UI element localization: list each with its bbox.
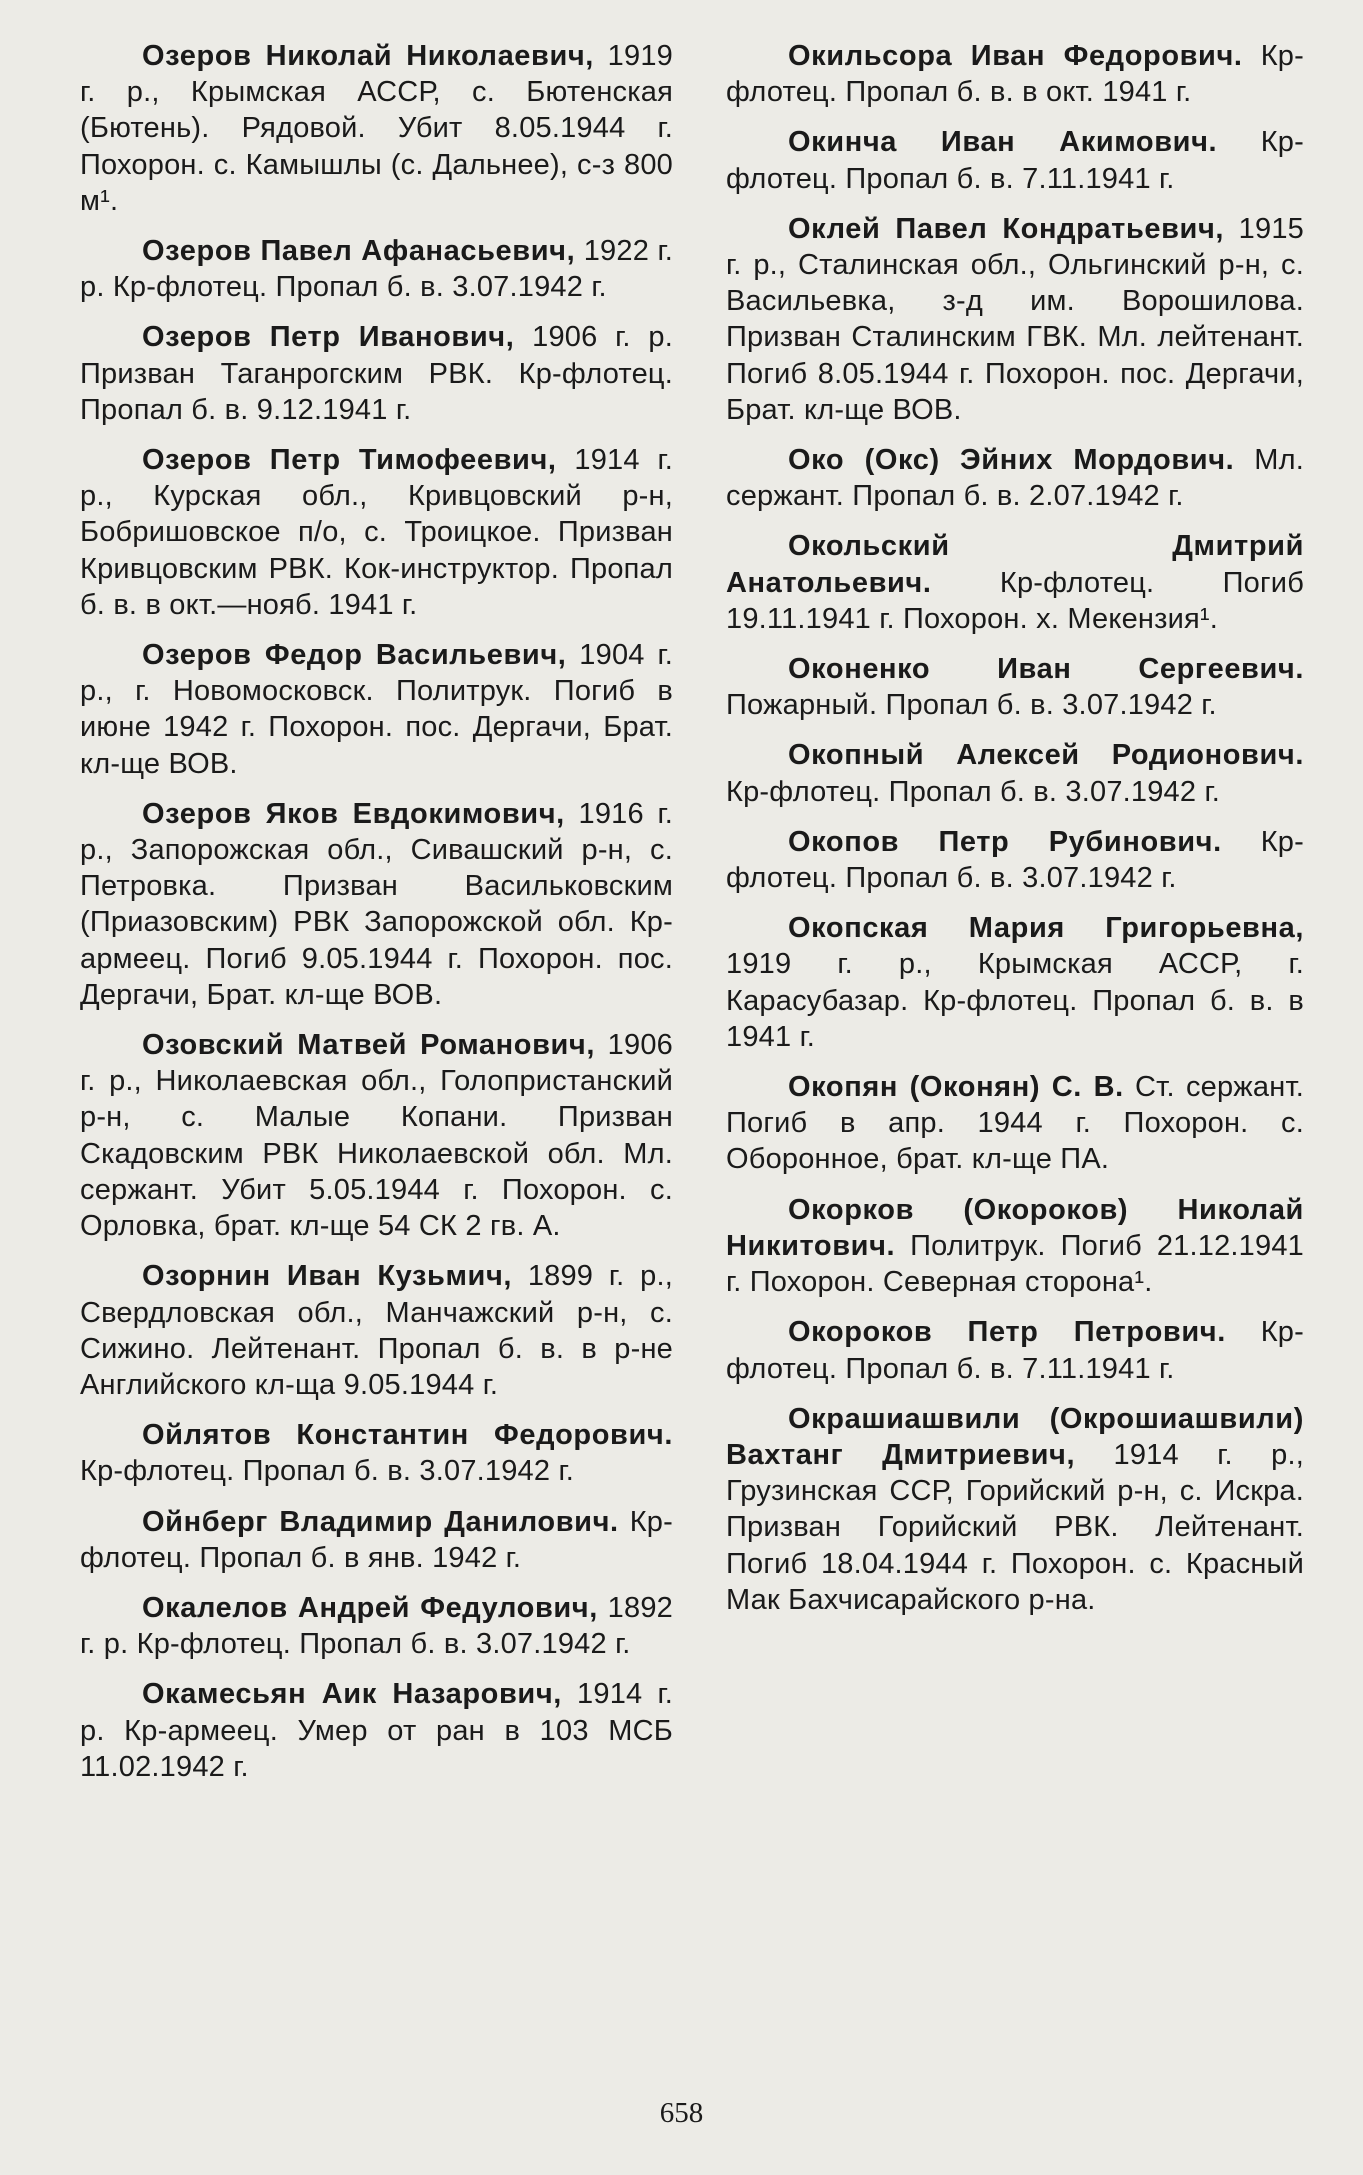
entry-text: 1919 г. р., Крымская АССР, г. Карасубазар. Кр-флотец. Пропал б. в. в 1941 г. [726, 948, 1304, 1053]
entry [726, 1314, 1304, 1386]
entry [726, 737, 1304, 809]
entry [726, 211, 1304, 428]
entry-name: Окамесьян Аик Назарович, [142, 1678, 562, 1711]
entry-text: Мл. сержант. Пропал б. в. 2.07.1942 г. [726, 444, 1304, 513]
entry-text: 1906 г. р., Николаевская обл., Голопристанский р-н, с. Малые Копани. Призван Скадовским РВК Николаевской обл. Мл. сержант. Убит 5.05.1944 г. Похорон. с. Орловка, брат. кл-ще 54 СК 2 гв. А. [80, 1029, 673, 1243]
entry-text: Политрук. Погиб 21.12.1941 г. Похорон. Северная сторона¹. [726, 1229, 1304, 1299]
entry [726, 442, 1304, 514]
entry-name: Ойлятов Константин Федорович. [142, 1419, 673, 1452]
entry-text: Кр-флотец. Пропал б. в. в окт. 1941 г. [726, 40, 1304, 109]
entry-name: Окопный Алексей Родионович. [788, 739, 1304, 772]
entry-text: 1922 г. р. Кр-флотец. Пропал б. в. 3.07.1942 г. [80, 235, 674, 304]
entry [80, 1676, 673, 1785]
entry [726, 824, 1304, 896]
entry-name: Озорнин Иван Кузьмич, [142, 1260, 513, 1293]
entry-name: Ойнберг Владимир Данилович. [142, 1505, 619, 1538]
entry-text: 1919 г. р., Крымская АССР, с. Бютенская (Бютень). Рядовой. Убит 8.05.1944 г. Похорон. с. Камышлы (с. Дальнее), с-з 800 м¹. [80, 40, 673, 217]
entry-text: 1906 г. р. Призван Таганрогским РВК. Кр-флотец. Пропал б. в. 9.12.1941 г. [80, 321, 673, 426]
entry-name: Озеров Петр Тимофеевич, [142, 444, 557, 477]
entry-text: Кр-флотец. Пропал б. в янв. 1942 г. [80, 1505, 673, 1574]
entry-name: Окалелов Андрей Федулович, [142, 1591, 598, 1624]
entry [726, 1192, 1304, 1301]
entry-text: Кр-флотец. Погиб 19.11.1941 г. Похорон. х. Мекензия¹. [726, 566, 1304, 635]
entry [726, 124, 1304, 196]
entry-name: Оклей Павел Кондратьевич, [788, 212, 1225, 245]
entry-text: 1914 г. р., Курская обл., Кривцовский р-н, Бобришовское п/о, с. Троицкое. Призван Кривцовским РВК. Кок-инструктор. Пропал б. в. в окт.—нояб. 1941 г. [80, 444, 673, 621]
entry [80, 442, 673, 623]
entry [726, 651, 1304, 723]
entry-name: Озеров Николай Николаевич, [142, 40, 594, 72]
entry-name: Окопян (Оконян) С. В. [788, 1071, 1124, 1104]
entry-name: Око (Окс) Эйних Мордович. [788, 444, 1235, 477]
left-column [80, 38, 673, 1799]
entry [80, 1417, 673, 1489]
entry-text: 1899 г. р., Свердловская обл., Манчажский р-н, с. Сижино. Лейтенант. Пропал б. в. в р-не Английского кл-ща 9.05.1944 г. [80, 1260, 673, 1401]
entry-name: Озеров Павел Афанасьевич, [142, 235, 576, 268]
entry [80, 1027, 673, 1244]
entry-text: 1914 г. р. Кр-армеец. Умер от ран в 103 МСБ 11.02.1942 г. [80, 1678, 674, 1783]
entry-name: Окильсора Иван Федорович. [788, 40, 1243, 72]
entry-text: 1904 г. р., г. Новомосковск. Политрук. Погиб в июне 1942 г. Похорон. пос. Дергачи, Брат. кл-ще ВОВ. [80, 639, 673, 780]
entry-name: Окинча Иван Акимович. [788, 126, 1218, 159]
entry [726, 1069, 1304, 1178]
entry-text: 1892 г. р. Кр-флотец. Пропал б. в. 3.07.1942 г. [80, 1591, 673, 1661]
entry-text: Кр-флотец. Пропал б. в. 3.07.1942 г. [726, 825, 1304, 895]
entry-name: Озеров Федор Васильевич, [142, 639, 567, 672]
entry-name: Оконенко Иван Сергеевич. [788, 653, 1304, 686]
entry [80, 1590, 673, 1662]
entry [726, 528, 1304, 637]
entry [80, 1258, 673, 1403]
entry-name: Окопская Мария Григорьевна, [788, 912, 1304, 945]
entry [80, 233, 673, 305]
entry-text: Кр-флотец. Пропал б. в. 3.07.1942 г. [80, 1455, 574, 1488]
entry-text: Пожарный. Пропал б. в. 3.07.1942 г. [726, 689, 1217, 722]
entry-name: Окрашиашвили (Окрошиашвили) Вахтанг Дмитриевич, [726, 1402, 1304, 1471]
entry [80, 1504, 673, 1576]
entry [726, 38, 1304, 110]
entry-name: Окольский Дмитрий Анатольевич. [726, 530, 1304, 599]
entry-text: 1914 г. р., Грузинская ССР, Горийский р-н, с. Искра. Призван Горийский РВК. Лейтенант. Погиб 18.04.1944 г. Похорон. с. Красный Мак Бахчисарайского р-на. [726, 1438, 1304, 1616]
right-column [726, 38, 1304, 1632]
entry-text: 1916 г. р., Запорожская обл., Сивашский р-н, с. Петровка. Призван Васильковским (Приазовским) РВК Запорожской обл. Кр-армеец. Погиб 9.05.1944 г. Похорон. пос. Дергачи, Брат. кл-ще ВОВ. [80, 797, 673, 1011]
entry [80, 38, 673, 219]
entry [80, 796, 673, 1013]
entry-name: Окопов Петр Рубинович. [788, 825, 1222, 858]
entry-name: Окорков (Окороков) Николай Никитович. [726, 1193, 1304, 1262]
entry [726, 1401, 1304, 1618]
entry [80, 319, 673, 428]
entry-text: Ст. сержант. Погиб в апр. 1944 г. Похорон. с. Оборонное, брат. кл-ще ПА. [726, 1071, 1304, 1176]
entry-name: Окороков Петр Петрович. [788, 1316, 1226, 1349]
entry-text: 1915 г. р., Сталинская обл., Ольгинский р-н, с. Васильевка, з-д им. Ворошилова. Призван Сталинским ГВК. Мл. лейтенант. Погиб 8.05.1944 г. Похорон. пос. Дергачи, Брат. кл-ще ВОВ. [726, 212, 1304, 426]
entry-text: Кр-флотец. Пропал б. в. 7.11.1941 г. [726, 126, 1304, 195]
entry-text: Кр-флотец. Пропал б. в. 7.11.1941 г. [726, 1316, 1304, 1385]
entry [726, 910, 1304, 1055]
entry-name: Озовский Матвей Романович, [142, 1029, 596, 1062]
entry-name: Озеров Петр Иванович, [142, 321, 515, 354]
entry [80, 637, 673, 782]
page-number: 658 [659, 2097, 704, 2129]
entry-name: Озеров Яков Евдокимович, [142, 797, 565, 830]
entry-text: Кр-флотец. Пропал б. в. 3.07.1942 г. [726, 775, 1220, 808]
